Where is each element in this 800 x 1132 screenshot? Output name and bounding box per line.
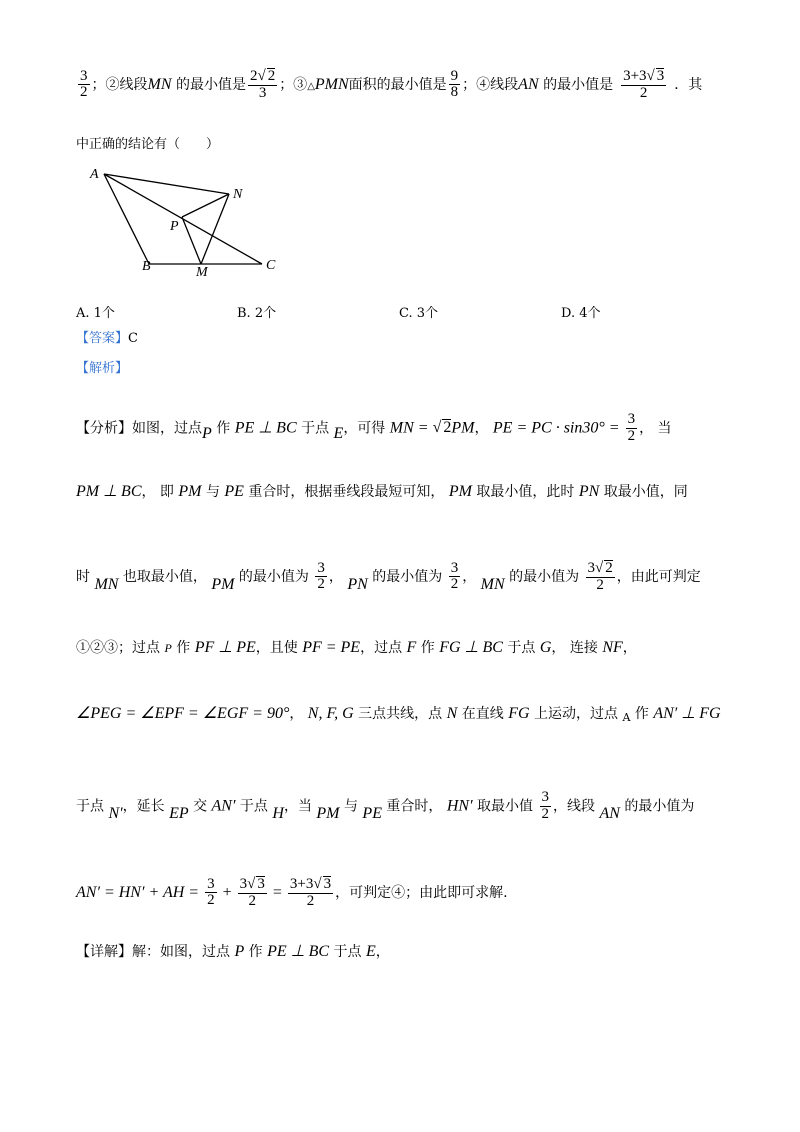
math-mn: MN [147,75,172,93]
text: ；④线段 [462,76,519,93]
label-b: B [142,259,151,274]
text: 面积的最小值是 [348,76,447,93]
text: ；③ [279,76,308,93]
analysis-line-3: 时 MN 也取最小值， PM 的最小值为 $\frac{3}{2}$ ， PN 的最小值为 $\frac{3}{2}$ ， MN 的最小值为 $\frac{3√ 2}{2}$ ，由此可判定 [76,559,701,593]
option-b[interactable]: B. 2个 [237,306,277,321]
math-pmn: PMN [314,75,349,93]
label-a: A [90,167,99,182]
answer-value: C [128,331,138,346]
analysis-line-6: 于点 N′，延长 EP 交 AN′ 于点 H，当 PM 与 PE 重合时， HN′ 取最小值 $\frac{3}{2}$ ，线段 AN 的最小值为 [76,789,695,823]
analysis-line-1: 【分析】如图，过点P 作 PE ⊥ BC 于点 E，可得 MN = √ 2PM， PE = PC · sin30° = $\frac{3}{2}$ ， 当 [76,411,672,444]
segment-pn [182,194,229,217]
detail-line: 【详解】解：如图，过点 P 作 PE ⊥ BC 于点 E， [76,943,390,960]
problem-line-2: 中正确的结论有（ ） [76,137,220,152]
fraction: $\frac{2√ 2}{3}$ [249,68,276,101]
label-m: M [196,265,208,280]
label-n: N [233,187,243,202]
option-a[interactable]: A. 1个 [76,306,115,321]
fraction: $\frac{9}{8}$ [450,67,459,101]
geometry-figure [84,162,304,282]
segment-mn [201,194,229,264]
option-c[interactable]: C. 3个 [399,306,439,321]
analysis-line-4: ①②③；过点 P 作 PF ⊥ PE，且使 PF = PE，过点 F 作 FG ⊥ BC 于点 G， 连接 NF， [76,639,637,656]
label-c: C [266,258,276,273]
label-p: P [170,219,179,234]
text: ；②线段 [91,76,148,93]
answer-line [76,332,138,345]
problem-line-1 [76,68,702,102]
fraction: $\frac{3+3√ 3}{2}$ [623,68,665,101]
text: 的最小值是 [538,76,614,93]
analysis-line-5: ∠PEG = ∠EPF = ∠EGF = 90°， N, F, G 三点共线，点 N 在直线 FG 上运动，过点 $_A$ 作 AN′ ⊥ FG [76,705,721,724]
answer-tag: 【答案】 [76,331,129,346]
math-an: AN [518,75,539,93]
fraction: $\frac{3}{2}$ [80,67,88,101]
analysis-line-7: AN′ = HN′ + AH = $\frac{3}{2}$ + $\frac{3√ 3}{2}$ = $\frac{3+3√ 3}{2}$ ，可判定④；由此即可求解. [76,875,508,909]
text: ．其 [674,76,703,93]
analysis-line-2: PM ⊥ BC， 即 PM 与 PE 重合时，根据垂线段最短可知， PM 取最小值，此时 PN 取最小值，同 [76,483,688,500]
option-d[interactable]: D. 4个 [561,306,601,321]
analysis-tag: 【解析】 [76,361,129,376]
triangle-symbol: △ [307,80,315,92]
text: 的最小值是 [171,76,246,93]
